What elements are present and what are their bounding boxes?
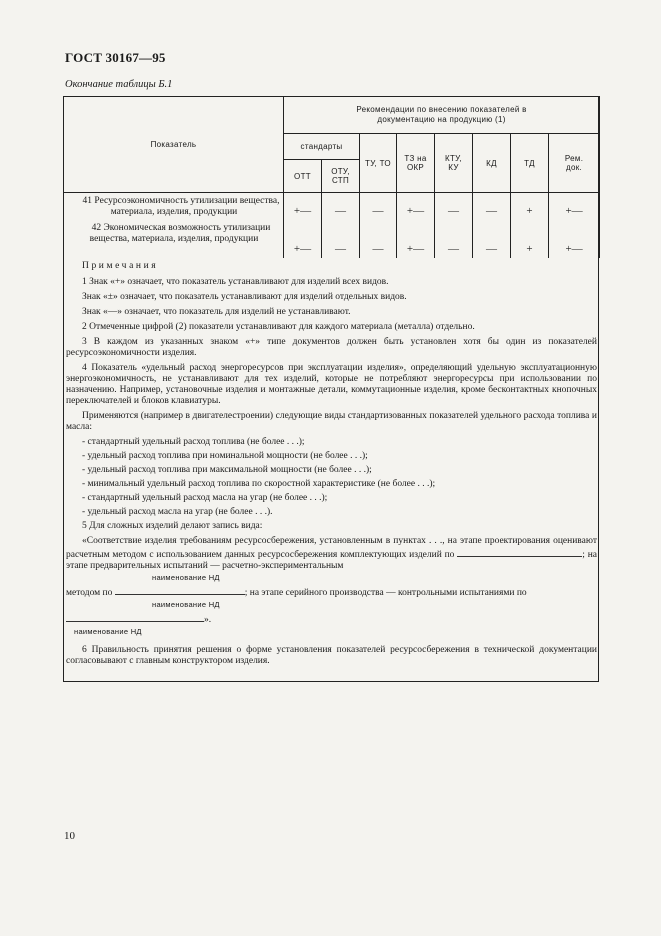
note-2: 2 Отмеченные цифрой (2) показатели устанавливают для каждого материала (металла) отдельно. xyxy=(82,322,475,332)
indicators-table xyxy=(63,96,600,258)
row-42-td: + xyxy=(511,220,549,258)
header-kd: КД xyxy=(473,134,511,193)
row-42-tu: — xyxy=(360,220,397,258)
row-41-tu: — xyxy=(360,193,397,221)
notes-section xyxy=(66,261,597,667)
note-1b: Знак «±» означает, что показатель устанавливают для изделий отдельных видов. xyxy=(82,292,407,302)
blank-line xyxy=(457,547,582,557)
row-41-otu: — xyxy=(322,193,360,221)
page-number: 10 xyxy=(64,830,75,842)
row-42-otu: — xyxy=(322,220,360,258)
document-code: ГОСТ 30167—95 xyxy=(65,50,166,65)
header-otu-stp: ОТУ, СТП xyxy=(322,160,360,193)
note-4: 4 Показатель «удельный расход энергоресурсов при эксплуатации изделия», определяющий удельную эксплуатационную энергоэкономичность, не устанавливают для тех изделий, которые не потребляют энергоресурсы при использовании по назначению. Например, установочные изделия и монтажные детали, коммутационные изделия, кроме бесконтактных кнопочных переключателей и блоков клавиатуры. xyxy=(66,363,597,406)
row-42-name: 42 Экономическая возможность утилизации вещества, материала, изделия, продукции xyxy=(64,220,284,258)
table-row xyxy=(64,220,600,258)
list-item: - удельный расход топлива при номинальной мощности (не более . . .); xyxy=(82,451,368,461)
blank-caption: наименование НД xyxy=(152,573,220,582)
note-5-record-2: методом по ; на этапе серийного производства — контрольными испытаниями по xyxy=(66,585,597,599)
note-1a: 1 Знак «+» означает, что показатель устанавливают для изделий всех видов. xyxy=(82,277,389,287)
note-5: 5 Для сложных изделий делают запись вида: xyxy=(82,521,263,531)
row-41-ott: +— xyxy=(284,193,322,221)
table-row xyxy=(64,193,600,221)
note-3: 3 В каждом из указанных знаком «+» типе документов должен быть установлен хотя бы один из показателей ресурсоэкономичности изделия. xyxy=(66,337,597,358)
blank-line xyxy=(66,612,204,622)
blank-caption: наименование НД xyxy=(74,627,142,636)
row-42-tz: +— xyxy=(397,220,435,258)
row-42-ott: +— xyxy=(284,220,322,258)
list-item: - стандартный удельный расход топлива (не более . . .); xyxy=(82,437,305,447)
notes-heading: Примечания xyxy=(82,261,159,271)
row-41-kd: — xyxy=(473,193,511,221)
row-41-tz: +— xyxy=(397,193,435,221)
header-tu-to: ТУ, ТО xyxy=(360,134,397,193)
note-1c: Знак «—» означает, что показатель для изделий не устанавливают. xyxy=(82,307,351,317)
row-41-ktu: — xyxy=(435,193,473,221)
note-5-record-3: ». xyxy=(66,612,597,626)
header-td: ТД xyxy=(511,134,549,193)
note-4-intro: Применяются (например в двигателестроении) следующие виды стандартизованных показателей удельного расхода топлива и масла: xyxy=(66,411,597,432)
row-42-ktu: — xyxy=(435,220,473,258)
blank-caption: наименование НД xyxy=(152,600,220,609)
row-42-kd: — xyxy=(473,220,511,258)
row-41-name: 41 Ресурсоэкономичность утилизации вещества, материала, изделия, продукции xyxy=(64,193,284,221)
list-item: - удельный расход топлива при максимальной мощности (не более . . .); xyxy=(82,465,372,475)
header-recommendations: Рекомендации по внесению показателей в документацию на продукцию (1) xyxy=(284,97,600,134)
row-41-rem: +— xyxy=(549,193,600,221)
table-continuation-title: Окончание таблицы Б.1 xyxy=(65,79,173,90)
blank-line xyxy=(115,585,245,595)
row-41-td: + xyxy=(511,193,549,221)
list-item: - удельный расход масла на угар (не более . . .). xyxy=(82,507,273,517)
note-5-record: «Соответствие изделия требованиям ресурсосбережения, установленным в пунктах . . ., на этапе проектирования оценивают расчетным методом с использованием данных ресурсосбережения комплектующих изделий по ; на этапе предварительных испытаний — расчетно-экспериментальным xyxy=(66,536,597,571)
note-6: 6 Правильность принятия решения о форме установления показателей ресурсосбережения в технической документации согласовывают с главным конструктором изделия. xyxy=(66,645,597,666)
header-ktu-ku: КТУ, КУ xyxy=(435,134,473,193)
list-item: - стандартный удельный расход масла на угар (не более . . .); xyxy=(82,493,328,503)
header-rem-doc: Рем. док. xyxy=(549,134,600,193)
header-indicator: Показатель xyxy=(64,97,284,193)
header-tz-okr: ТЗ на ОКР xyxy=(397,134,435,193)
header-ott: ОТТ xyxy=(284,160,322,193)
list-item: - минимальный удельный расход топлива по скоростной характеристике (не более . . .); xyxy=(82,479,436,489)
row-42-rem: +— xyxy=(549,220,600,258)
header-standards: стандарты xyxy=(284,134,360,160)
